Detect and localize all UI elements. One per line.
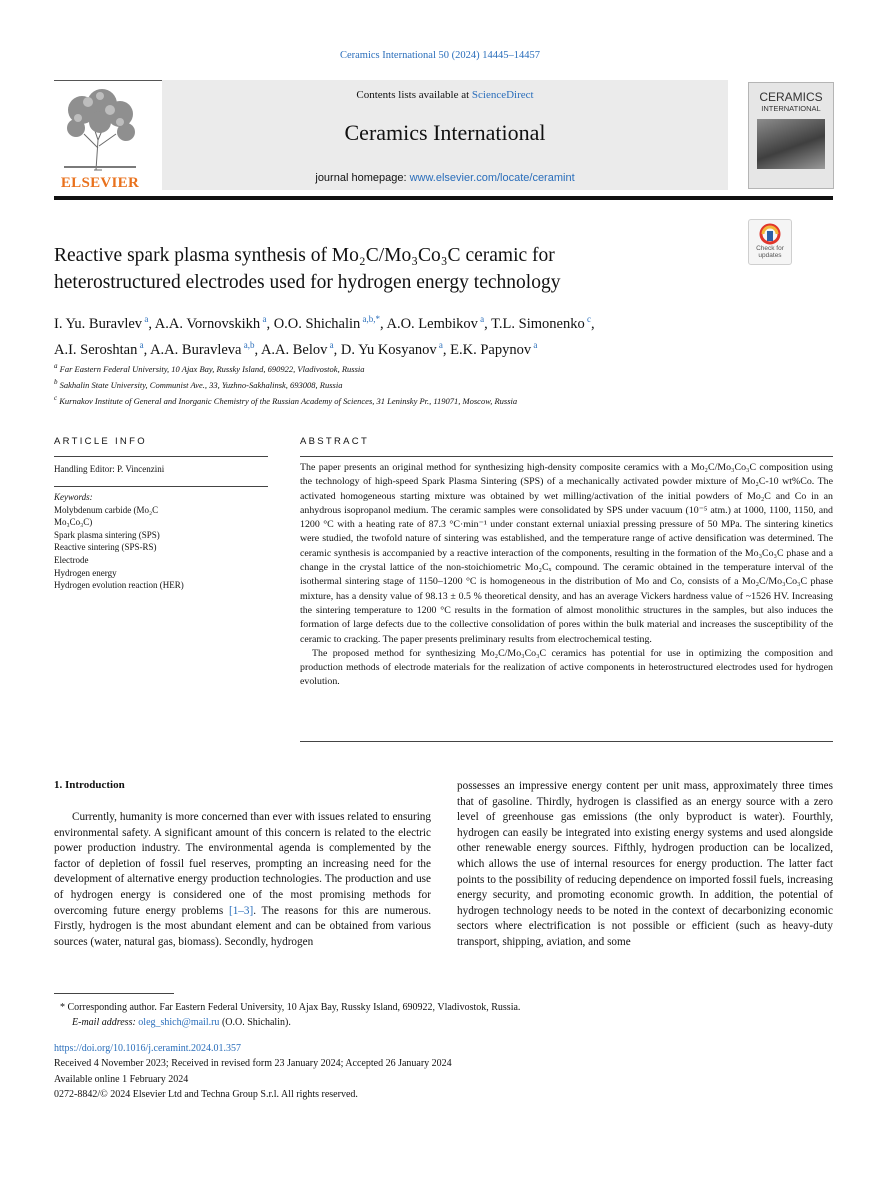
copyright-line: 0272-8842/© 2024 Elsevier Ltd and Techna Group S.r.l. All rights reserved. [54, 1088, 358, 1100]
doi-link[interactable]: https://doi.org/10.1016/j.ceramint.2024.01.357 [54, 1043, 242, 1054]
paper-title-line-2: heterostructured electrodes used for hydrogen energy technology [54, 272, 561, 293]
keyword-item: Hydrogen evolution reaction (HER) [54, 580, 184, 591]
author-affiliation-mark[interactable]: a,b [241, 339, 255, 350]
journal-homepage-link[interactable]: www.elsevier.com/locate/ceramint [409, 172, 575, 184]
article-history [54, 1041, 834, 1102]
cover-image [757, 119, 825, 169]
contents-prefix: Contents lists available at [356, 89, 472, 101]
journal-homepage-line [162, 172, 728, 184]
check-for-updates-button[interactable] [748, 219, 792, 265]
elsevier-tree-icon [54, 88, 146, 172]
keyword-item: Hydrogen energy [54, 567, 117, 578]
author-separator: , [442, 341, 451, 358]
email-link[interactable]: oleg_shich@mail.ru [138, 1016, 220, 1028]
abstract-heading: ABSTRACT [300, 436, 370, 447]
available-online-date: Available online 1 February 2024 [54, 1073, 189, 1085]
journal-cover-thumbnail[interactable] [748, 82, 834, 189]
elsevier-wordmark: ELSEVIER [60, 175, 140, 191]
handling-editor: Handling Editor: P. Vincenzini [54, 464, 165, 474]
author-separator: , [333, 341, 341, 358]
keyword-item: Mo₃Co₃C) [54, 517, 93, 528]
author-affiliation-mark[interactable]: a [327, 339, 334, 350]
keyword-list [54, 504, 254, 592]
keywords-label: Keywords: [54, 492, 93, 502]
affiliation-item [54, 360, 834, 376]
abstract-paragraph-1: The paper presents an original method for synthesizing high-density composite ceramics with a Mo₂C/Mo₃Co₃C composition using the technology of high-speed Spark Plasma Sintering (SPS) of a mechanically activated powder mixture of Mo₂C-10 wt%Co. The activated homogeneous starting mixture was obtained by wet milling/activation of the initial powders of Mo₂C and Co in an anhydrous isopropanol medium. The ceramic samples were consolidated by SPS under vacuum (10⁻⁵ atm.) at 1000, 1100, 1150, and 1200 °C with a heating rate of 87.3 °C·min⁻¹ under constant external uniaxial pressing pressure of 50 MPa. The sintering kinetics were studied, the twofold nature of sintering was established, and the temperature range of active densification was determined. The ceramic synthesis is accompanied by a reactive interaction of the components, resulting in the formation of the Mo₃Co₃C phase and a change in the crystal lattice of the non-stoichiometric Mo₂Cₓ compound. The ceramic obtained in the temperature interval of the isothermal sintering stage of 1150–1200 °C is homogeneous in the distribution of Mo and Co, consists of a Mo₂C/Mo₃Co₃C phase mixture, has a density value of 98.13 ± 0.5 % theoretical density, and has an average Vickers hardness value of ~1526 HV. Increasing the sintering temperature to 1200 °C results in the formation of almost monolithic structures in the samples, but also induces the formation of large defects due to the collective consolidation of pores within the bulk material and increases the susceptibility of the ceramic to cracking. The paper presents preliminary results from electrochemical testing. [300, 462, 833, 645]
affiliation-item [54, 376, 834, 392]
author-name[interactable]: A.A. Buravleva [150, 341, 242, 358]
keyword-item: Spark plasma sintering (SPS) [54, 529, 160, 540]
author-name[interactable]: I. Yu. Buravlev [54, 315, 143, 332]
author-name[interactable]: A.A. Belov [260, 341, 328, 358]
keyword-item: Molybdenum carbide (Mo₂C [54, 504, 159, 515]
email-label: E-mail address: [72, 1016, 136, 1028]
affiliation-mark: b [54, 377, 58, 386]
author-affiliation-mark[interactable]: a [436, 339, 443, 350]
author-separator: , [266, 315, 274, 332]
footnote-mark: * [60, 1002, 65, 1013]
author-affiliation-mark[interactable]: a [142, 314, 149, 324]
sciencedirect-link[interactable]: ScienceDirect [471, 89, 534, 101]
author-separator: , [484, 315, 492, 332]
abstract-top-rule [300, 456, 833, 457]
intro-text-after-ref: . The reasons for this are numerous. Firstly, hydrogen is the most abundant element and can be obtained from various sources (water, natural gas, biomass). Secondly, hydrogen [54, 904, 431, 948]
author-name[interactable]: T.L. Simonenko [491, 315, 585, 332]
author-separator: , [590, 315, 595, 332]
check-for-updates-label: Check for updates [756, 245, 784, 259]
affiliation-mark: c [54, 393, 58, 402]
journal-reference-link[interactable]: Ceramics International 50 (2024) 14445–14457 [339, 50, 541, 61]
elsevier-logo[interactable] [54, 88, 146, 192]
author-name[interactable]: A.A. Vornovskikh [154, 315, 261, 332]
paper-title [54, 242, 744, 296]
reference-link[interactable]: [1–3] [228, 904, 254, 917]
author-name[interactable]: A.I. Seroshtan [54, 341, 138, 358]
affiliation-text: Sakhalin State University, Communist Ave., 33, Yuzhno-Sakhalinsk, 693008, Russia [57, 379, 343, 390]
journal-title: Ceramics International [344, 120, 546, 145]
author-separator: , [380, 315, 387, 332]
cover-title: CERAMICS [759, 90, 823, 104]
introduction-column-2 [457, 779, 833, 951]
author-name[interactable]: D. Yu Kosyanov [340, 341, 437, 358]
keyword-item: Electrode [54, 554, 89, 565]
author-affiliation-mark[interactable]: c [584, 314, 591, 324]
header-rule [54, 196, 833, 200]
author-affiliation-mark[interactable]: a [137, 339, 144, 350]
check-for-updates-icon [759, 223, 781, 245]
corresponding-author-text: Corresponding author. Far Eastern Federal University, 10 Ajax Bay, Russky Island, 690922, Vladivostok, Russia. [67, 1002, 521, 1013]
author-separator: , [148, 315, 155, 332]
cover-subtitle: INTERNATIONAL [761, 104, 821, 113]
affiliation-mark: a [54, 362, 58, 370]
author-name[interactable]: A.O. Lembikov [386, 315, 478, 332]
introduction-paragraph [54, 810, 431, 950]
abstract-body [300, 461, 833, 690]
author-affiliation-mark[interactable]: a,b,* [360, 314, 381, 324]
affiliation-text: Kurnakov Institute of General and Inorganic Chemistry of the Russian Academy of Sciences, 31 Leninsky Pr., 119071, Moscow, Russia [57, 395, 518, 406]
author-list [54, 309, 834, 361]
affiliation-text: Far Eastern Federal University, 10 Ajax Bay, Russky Island, 690922, Vladivostok, Russia [57, 363, 365, 374]
abstract-paragraph-2: The proposed method for synthesizing Mo₂C/Mo₃Co₃C ceramics has potential for use in optimizing the composition and production methods of electrode materials for the realization of active components in heterostructured electrodes used for hydrogen evolution. [300, 647, 833, 688]
introduction-column-1 [54, 810, 431, 950]
author-affiliation-mark[interactable]: a [531, 339, 538, 350]
author-affiliation-mark[interactable]: a [477, 314, 485, 324]
author-affiliation-mark[interactable]: a [260, 314, 267, 324]
keywords-block [54, 491, 254, 592]
footnote-rule [54, 993, 174, 994]
author-separator: , [254, 341, 261, 358]
author-separator: , [143, 341, 151, 358]
keywords-rule [54, 486, 268, 487]
introduction-paragraph-continued: possesses an impressive energy content per unit mass, approximately three times that of gasoline. Thirdly, hydrogen is classified as an energy source with a zero level of greenhouse gas emissions (the only byproduct is water). Fourthly, hydrogen can easily be integrated into existing energy systems and used alongside other renewable energy sources. Fifthly, hydrogen production can be localized, which allows the use of internal resources for energy production. The latter fact points to the possibility of reducing dependence on imported fossil fuels, increasing energy security, and promoting economic growth. In addition, the potential of hydrogen technology needs to be noted in the context of decarbonizing economic sectors where electrification is not possible or efficient (such as heavy-duty transport, shipping, aviation, and some [457, 780, 833, 948]
paper-title-line-1: Reactive spark plasma synthesis of Mo₂C/Mo₃Co₃C ceramic for [54, 245, 555, 266]
article-info-rule [54, 456, 268, 457]
introduction-heading: 1. Introduction [54, 779, 125, 791]
author-name[interactable]: E.K. Papynov [450, 341, 532, 358]
affiliation-item [54, 392, 834, 408]
homepage-prefix: journal homepage: [315, 172, 410, 184]
article-info-heading: ARTICLE INFO [54, 436, 147, 447]
keyword-item: Reactive sintering (SPS-RS) [54, 542, 157, 553]
intro-text-before-ref: Currently, humanity is more concerned than ever with issues related to ensuring environmental safety. A significant amount of this concern is related to the electric power production industry. The environmental agenda is complemented by the factor of depletion of fossil fuel reserves, prompting an increasing need for the development of alternative energy production technologies. The production and use of hydrogen energy is considered one of the most promising methods for overcoming future energy problems [54, 811, 431, 917]
author-name[interactable]: O.O. Shichalin [273, 315, 361, 332]
corresponding-author-footnote [60, 1001, 830, 1030]
received-dates: Received 4 November 2023; Received in revised form 23 January 2024; Accepted 26 January 2024 [54, 1058, 452, 1070]
affiliation-list [54, 360, 834, 407]
abstract-bottom-rule [300, 741, 833, 742]
contents-line [162, 89, 728, 101]
email-owner: (O.O. Shichalin). [221, 1016, 291, 1028]
